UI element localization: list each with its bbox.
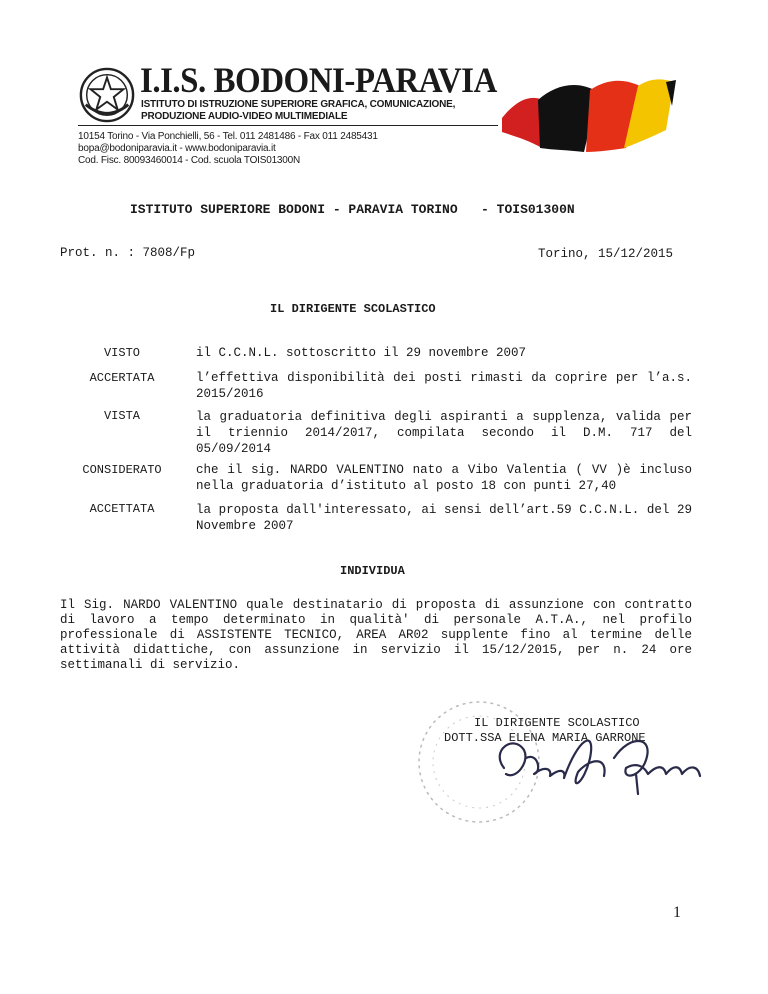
school-subtitle: ISTITUTO DI ISTRUZIONE SUPERIORE GRAFICA, COMUNICAZIONE, PRODUZIONE AUDIO-VIDEO MULTIMEDIALE: [141, 99, 456, 122]
place-date: Torino, 15/12/2015: [538, 247, 674, 261]
contact-email-web: bopa@bodoniparavia.it - www.bodoniparavia.it: [78, 143, 276, 154]
clause-keyword-considerato: CONSIDERATO: [82, 463, 162, 477]
page-number: 1: [673, 904, 681, 921]
clause-text-visto: il C.C.N.L. sottoscritto il 29 novembre 2007: [196, 346, 527, 360]
header-divider: [78, 125, 498, 126]
institute-title: ISTITUTO SUPERIORE BODONI - PARAVIA TORINO - TOIS01300N: [130, 202, 575, 217]
signatory-name: DOTT.SSA ELENA MARIA GARRONE: [444, 731, 646, 745]
role-heading: IL DIRIGENTE SCOLASTICO: [270, 302, 436, 316]
clause-text-considerato: che il sig. NARDO VALENTINO nato a Vibo Valentia ( VV )è incluso nella graduatoria d’istituto al posto 18 con punti 27,40: [196, 463, 692, 493]
decision-heading: INDIVIDUA: [340, 564, 405, 578]
contact-block: [78, 131, 408, 167]
contact-codes: Cod. Fisc. 80093460014 - Cod. scuola TOIS01300N: [78, 155, 301, 166]
clause-keyword-vista: VISTA: [103, 409, 140, 423]
decision-text: Il Sig. NARDO VALENTINO quale destinatario di proposta di assunzione con contratto di lavoro a tempo determinato in qualità' di personale A.T.A., nel profilo professionale di ASSISTENTE TECNICO, AREA AR02 supplente fino al termine delle attività didattiche, con assunzione in servizio il 15/12/2015, per n. 24 ore settimanali di servizio.: [60, 598, 692, 672]
clause-keyword-accertata: ACCERTATA: [89, 371, 155, 385]
handwritten-signature: [486, 728, 716, 798]
protocol-number: Prot. n. : 7808/Fp: [60, 246, 196, 260]
italian-republic-emblem-icon: [78, 66, 136, 124]
school-name: I.I.S. BODONI-PARAVIA: [140, 62, 497, 101]
clause-keyword-visto: VISTO: [103, 346, 140, 360]
clause-text-accertata: l’effettiva disponibilità dei posti rimasti da coprire per l’a.s. 2015/2016: [196, 371, 692, 401]
clause-text-accettata: la proposta dall'interessato, ai sensi dell’art.59 C.C.N.L. del 29 Novembre 2007: [196, 503, 692, 533]
color-swoosh-logo-icon: [498, 70, 678, 160]
signatory-title: IL DIRIGENTE SCOLASTICO: [474, 716, 640, 730]
contact-address: 10154 Torino - Via Ponchielli, 56 - Tel. 011 2481486 - Fax 011 2485431: [78, 131, 378, 142]
clause-text-vista: la graduatoria definitiva degli aspiranti a supplenza, valida per il triennio 2014/2017, compilata secondo il D.M. 717 del 05/09/2014: [196, 410, 692, 456]
clause-keyword-accettata: ACCETTATA: [89, 502, 155, 516]
